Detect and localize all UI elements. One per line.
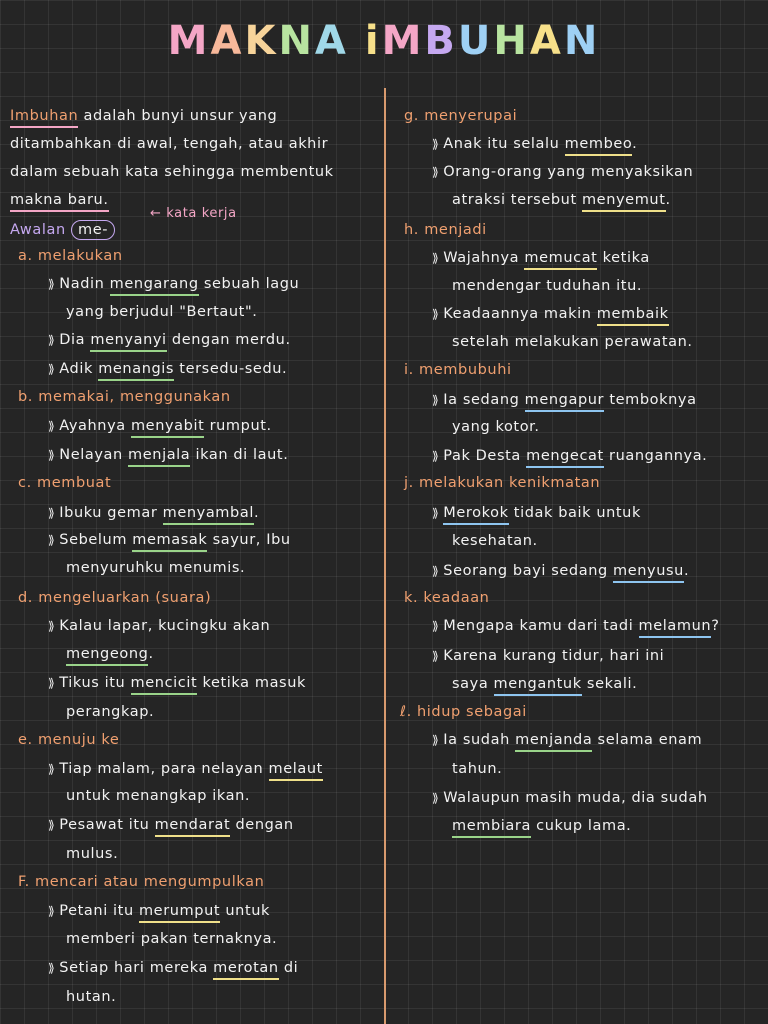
example-b2: ⟫ Nelayan menjala ikan di laut.	[48, 445, 288, 465]
example-h1: ⟫ Wajahnya memucat ketika	[432, 248, 650, 268]
example-k1: ⟫ Mengapa kamu dari tadi melamun?	[432, 616, 720, 636]
bullet-arrow-icon: ⟫	[432, 393, 440, 407]
prefix-me-circle: me-	[71, 220, 115, 240]
heading-c: c. membuat	[18, 475, 112, 491]
heading-i: i. membubuhi	[404, 362, 512, 378]
example-g1: ⟫ Anak itu selalu membeo.	[432, 134, 637, 154]
example-l2: ⟫ Walaupun masih muda, dia sudah	[432, 790, 708, 806]
heading-g: g. menyerupai	[404, 108, 518, 124]
bullet-arrow-icon: ⟫	[432, 649, 440, 663]
title-letter: M	[381, 18, 425, 64]
bullet-arrow-icon: ⟫	[48, 533, 56, 547]
title-letter: B	[424, 18, 458, 64]
example-i2: ⟫ Pak Desta mengecat ruangannya.	[432, 446, 707, 466]
bullet-arrow-icon: ⟫	[48, 818, 56, 832]
bullet-arrow-icon: ⟫	[432, 165, 440, 179]
example-c2-cont: menyuruhku menumis.	[66, 560, 246, 576]
bullet-arrow-icon: ⟫	[48, 619, 56, 633]
example-d2: ⟫ Tikus itu mencicit ketika masuk	[48, 673, 306, 693]
example-d1-cont: mengeong.	[66, 644, 154, 664]
bullet-arrow-icon: ⟫	[48, 419, 56, 433]
bullet-arrow-icon: ⟫	[48, 506, 56, 520]
title-letter: i	[364, 18, 382, 64]
intro-line-1: Imbuhan adalah bunyi unsur yang	[10, 106, 277, 126]
example-e1: ⟫ Tiap malam, para nelayan melaut	[48, 759, 323, 779]
example-f2: ⟫ Setiap hari mereka merotan di	[48, 958, 298, 978]
bullet-arrow-icon: ⟫	[48, 277, 56, 291]
bullet-arrow-icon: ⟫	[48, 961, 56, 975]
heading-a: a. melakukan	[18, 248, 123, 264]
bullet-arrow-icon: ⟫	[48, 676, 56, 690]
intro-line-2: ditambahkan di awal, tengah, atau akhir	[10, 136, 329, 152]
example-e2: ⟫ Pesawat itu mendarat dengan	[48, 815, 294, 835]
example-d2-cont: perangkap.	[66, 704, 155, 720]
example-l1: ⟫ Ia sudah menjanda selama enam	[432, 730, 702, 750]
intro-line-4: makna baru.	[10, 190, 109, 210]
bullet-arrow-icon: ⟫	[432, 506, 440, 520]
page-title	[0, 18, 768, 74]
bullet-arrow-icon: ⟫	[48, 904, 56, 918]
intro-line-3: dalam sebuah kata sehingga membentuk	[10, 164, 334, 180]
example-e1-cont: untuk menangkap ikan.	[66, 788, 251, 804]
title-letter: K	[244, 18, 279, 64]
example-h1-cont: mendengar tuduhan itu.	[452, 278, 643, 294]
example-l1-cont: tahun.	[452, 761, 503, 777]
example-g2: ⟫ Orang-orang yang menyaksikan	[432, 164, 694, 180]
example-f1: ⟫ Petani itu merumput untuk	[48, 901, 270, 921]
heading-h: h. menjadi	[404, 222, 487, 238]
bullet-arrow-icon: ⟫	[48, 762, 56, 776]
title-letter: A	[314, 18, 349, 64]
heading-l: ℓ. hidup sebagai	[400, 704, 527, 720]
column-divider	[384, 88, 386, 1024]
heading-b: b. memakai, menggunakan	[18, 389, 231, 405]
bullet-arrow-icon: ⟫	[432, 137, 440, 151]
bullet-arrow-icon: ⟫	[48, 333, 56, 347]
example-f1-cont: memberi pakan ternaknya.	[66, 931, 278, 947]
bullet-arrow-icon: ⟫	[48, 448, 56, 462]
title-letter: N	[563, 18, 601, 64]
example-i1-cont: yang kotor.	[452, 419, 540, 435]
example-a3: ⟫ Adik menangis tersedu-sedu.	[48, 359, 287, 379]
title-letter: M	[167, 18, 211, 64]
kata-kerja-note: ← kata kerja	[150, 206, 237, 221]
example-a2: ⟫ Dia menyanyi dengan merdu.	[48, 330, 291, 350]
title-letter: U	[457, 18, 494, 64]
example-e2-cont: mulus.	[66, 846, 119, 862]
heading-f: F. mencari atau mengumpulkan	[18, 874, 265, 890]
example-c2: ⟫ Sebelum memasak sayur, Ibu	[48, 530, 291, 550]
example-b1: ⟫ Ayahnya menyabit rumput.	[48, 416, 272, 436]
example-g2-cont: atraksi tersebut menyemut.	[452, 190, 671, 210]
example-j1-cont: kesehatan.	[452, 533, 538, 549]
bullet-arrow-icon: ⟫	[432, 619, 440, 633]
bullet-arrow-icon: ⟫	[432, 449, 440, 463]
example-k2-cont: saya mengantuk sekali.	[452, 674, 637, 694]
example-k2: ⟫ Karena kurang tidur, hari ini	[432, 648, 665, 664]
example-d1: ⟫ Kalau lapar, kucingku akan	[48, 618, 271, 634]
title-letter: A	[210, 18, 245, 64]
awalan-label: Awalan me-	[10, 220, 115, 240]
heading-j: j. melakukan kenikmatan	[404, 475, 601, 491]
bullet-arrow-icon: ⟫	[432, 564, 440, 578]
example-c1: ⟫ Ibuku gemar menyambal.	[48, 503, 259, 523]
example-h2: ⟫ Keadaannya makin membaik	[432, 304, 669, 324]
example-a1: ⟫ Nadin mengarang sebuah lagu	[48, 274, 299, 294]
example-a1-cont: yang berjudul "Bertaut".	[66, 304, 258, 320]
title-letter: H	[493, 18, 530, 64]
title-letter: A	[529, 18, 564, 64]
heading-k: k. keadaan	[404, 590, 490, 606]
title-letter: N	[278, 18, 315, 64]
heading-e: e. menuju ke	[18, 732, 120, 748]
heading-d: d. mengeluarkan (suara)	[18, 590, 212, 606]
example-l2-cont: membiara cukup lama.	[452, 816, 631, 836]
bullet-arrow-icon: ⟫	[432, 733, 440, 747]
example-j2: ⟫ Seorang bayi sedang menyusu.	[432, 561, 689, 581]
example-i1: ⟫ Ia sedang mengapur temboknya	[432, 390, 697, 410]
bullet-arrow-icon: ⟫	[432, 251, 440, 265]
example-h2-cont: setelah melakukan perawatan.	[452, 334, 693, 350]
example-j1: ⟫ Merokok tidak baik untuk	[432, 503, 641, 523]
bullet-arrow-icon: ⟫	[432, 307, 440, 321]
bullet-arrow-icon: ⟫	[48, 362, 56, 376]
bullet-arrow-icon: ⟫	[432, 791, 440, 805]
example-f2-cont: hutan.	[66, 989, 117, 1005]
